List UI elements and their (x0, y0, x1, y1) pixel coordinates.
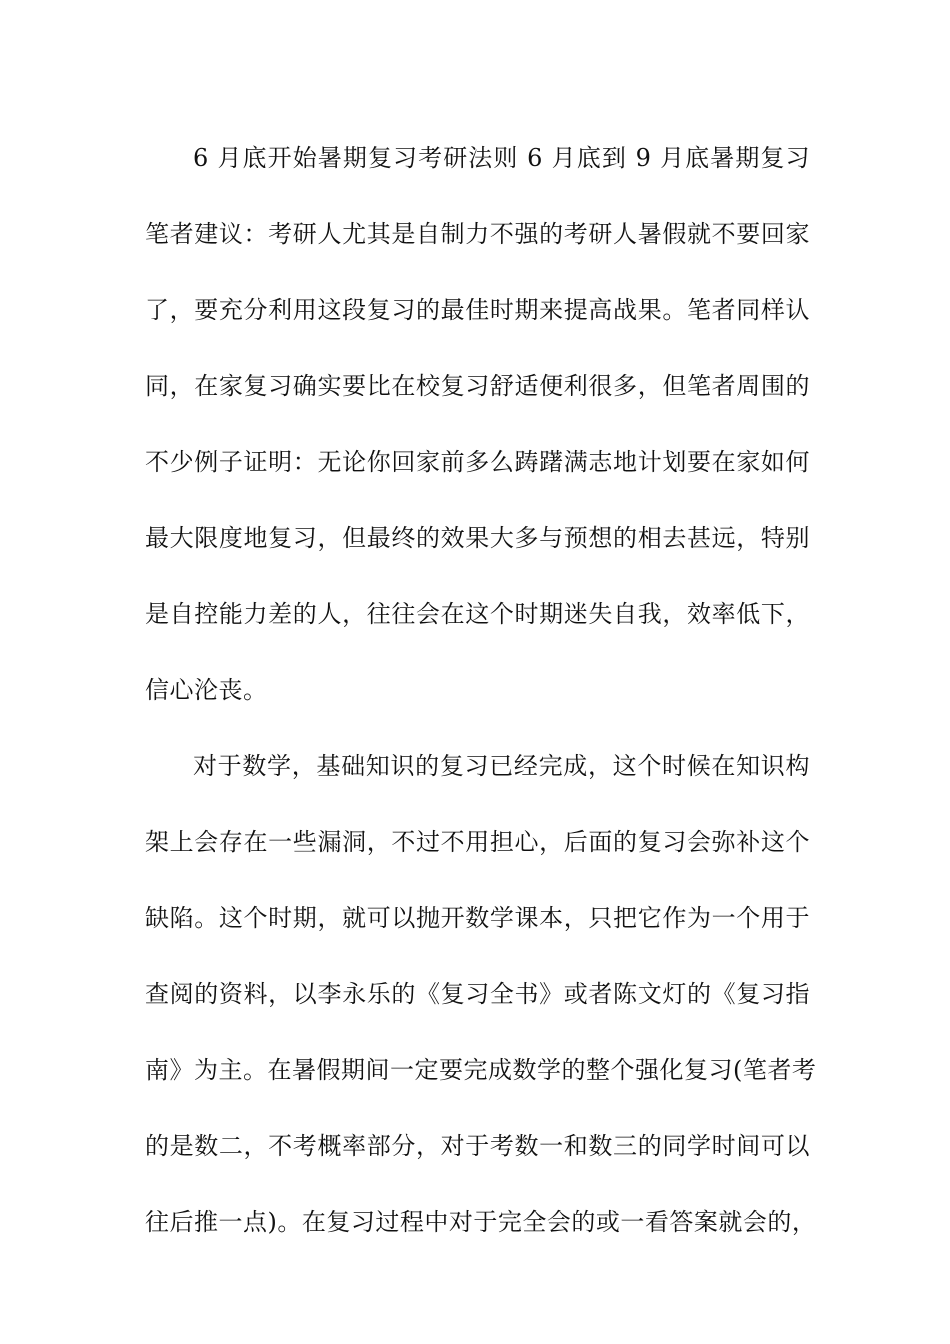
text-line: 不少例子证明：无论你回家前多么踌躇满志地计划要在家如何 (145, 448, 810, 476)
text-line: 信心沦丧。 (145, 676, 268, 704)
text-line: 缺陷。这个时期，就可以抛开数学课本，只把它作为一个用于 (145, 904, 810, 932)
text-line: 笔者建议：考研人尤其是自制力不强的考研人暑假就不要回家 (145, 220, 810, 248)
document-body (145, 131, 817, 1271)
text-line: 同，在家复习确实要比在校复习舒适便利很多，但笔者周围的 (145, 372, 810, 400)
text-line: 最大限度地复习，但最终的效果大多与预想的相去甚远，特别 (145, 524, 810, 552)
text-line: 南》为主。在暑假期间一定要完成数学的整个强化复习(笔者考 (145, 1056, 817, 1084)
text-line: 了，要充分利用这段复习的最佳时期来提高战果。笔者同样认 (145, 296, 810, 324)
text-line: 6 月底开始暑期复习考研法则 6 月底到 9 月底暑期复习 (193, 144, 810, 172)
paragraph-math-review (145, 739, 817, 1249)
text-line: 对于数学，基础知识的复习已经完成，这个时候在知识构 (193, 752, 810, 780)
text-line: 查阅的资料，以李永乐的《复习全书》或者陈文灯的《复习指 (145, 980, 810, 1008)
text-line: 架上会存在一些漏洞，不过不用担心，后面的复习会弥补这个 (145, 828, 810, 856)
text-line: 是自控能力差的人，往往会在这个时期迷失自我，效率低下， (145, 600, 810, 628)
text-line: 往后推一点)。在复习过程中对于完全会的或一看答案就会的， (145, 1208, 817, 1236)
paragraph-summer-review (145, 131, 810, 717)
text-line: 的是数二，不考概率部分，对于考数一和数三的同学时间可以 (145, 1132, 810, 1160)
